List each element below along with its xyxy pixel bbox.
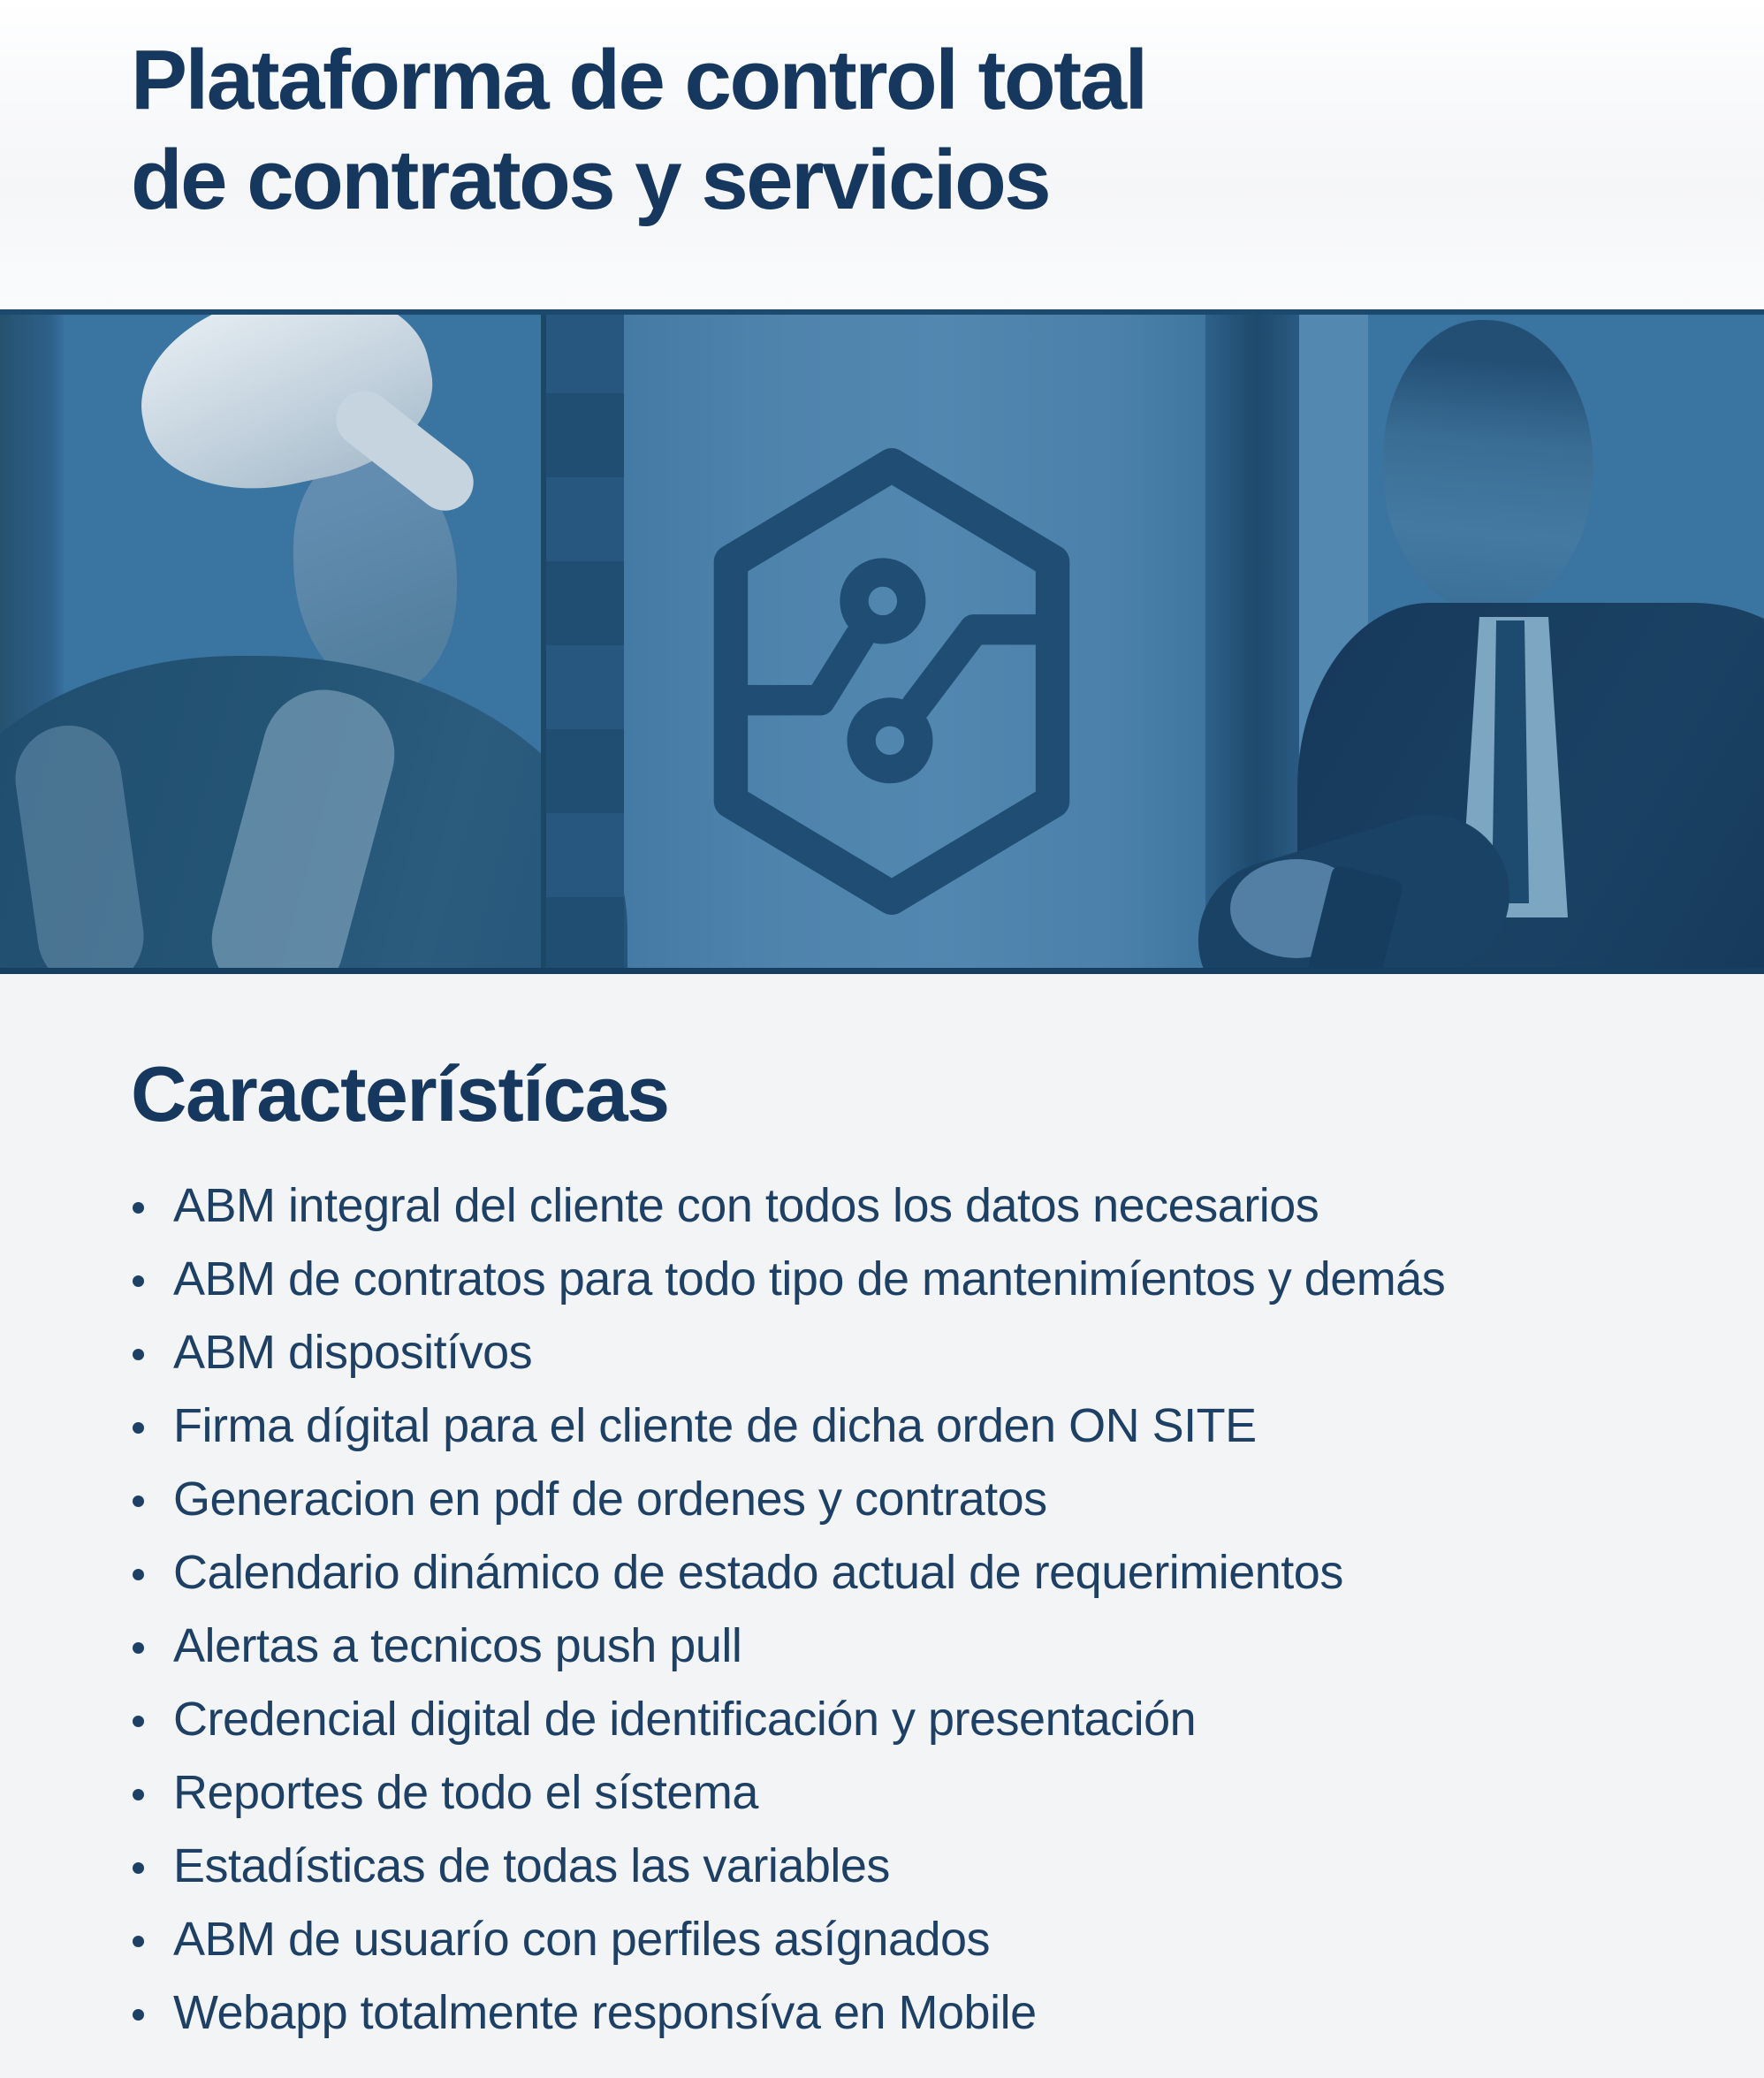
- feature-item: [131, 1683, 1684, 1756]
- feature-item: [131, 1610, 1684, 1683]
- feature-text: Credencial digital de identificación y presentación: [173, 1693, 1197, 1747]
- hero-bottom-border: [0, 968, 1764, 974]
- bullet-icon: [133, 1349, 144, 1360]
- feature-item: [131, 1830, 1684, 1903]
- feature-text: Firma dígital para el cliente de dicha orden ON SITE: [173, 1399, 1257, 1453]
- feature-text: ABM dispositívos: [173, 1326, 533, 1380]
- bullet-icon: [133, 2009, 144, 2021]
- feature-text: Generacion en pdf de ordenes y contratos: [173, 1473, 1047, 1526]
- businessman-head: [1383, 320, 1593, 612]
- bullet-icon: [133, 1275, 144, 1287]
- features-section: [0, 1052, 1764, 2050]
- feature-item: [131, 1169, 1684, 1243]
- feature-item: [131, 1903, 1684, 1976]
- features-heading: Característícas: [131, 1050, 669, 1138]
- bullet-icon: [133, 1642, 144, 1654]
- electrical-panel: [541, 309, 624, 974]
- hexagon-circuit-logo-icon: [712, 447, 1071, 916]
- feature-text: ABM de contratos para todo tipo de mantenimíentos y demás: [173, 1252, 1446, 1306]
- bullet-icon: [133, 1569, 144, 1580]
- feature-text: Estadísticas de todas las variables: [173, 1839, 890, 1893]
- page-title-line-2: de contratos y servicios: [131, 133, 1050, 228]
- feature-text: Calendario dinámico de estado actual de requerimientos: [173, 1546, 1343, 1600]
- feature-item: [131, 1536, 1684, 1610]
- bullet-icon: [133, 1862, 144, 1874]
- feature-text: Alertas a tecnicos push pull: [173, 1619, 742, 1673]
- feature-item: [131, 1389, 1684, 1463]
- feature-item: [131, 1463, 1684, 1536]
- feature-text: Webapp totalmente responsíva en Mobile: [173, 1986, 1037, 2040]
- feature-text: Reportes de todo el sístema: [173, 1766, 758, 1820]
- bullet-icon: [133, 1496, 144, 1507]
- bullet-icon: [133, 1422, 144, 1434]
- feature-item: [131, 1756, 1684, 1830]
- feature-text: ABM integral del cliente con todos los datos necesarios: [173, 1179, 1319, 1233]
- bullet-icon: [133, 1716, 144, 1727]
- feature-text: ABM de usuarío con perfiles asígnados: [173, 1913, 991, 1967]
- hero-top-border: [0, 309, 1764, 315]
- feature-item: [131, 1976, 1684, 2050]
- features-list: [131, 1169, 1684, 2050]
- bullet-icon: [133, 1936, 144, 1947]
- bullet-icon: [133, 1789, 144, 1800]
- hero-image: [0, 309, 1764, 974]
- bullet-icon: [133, 1202, 144, 1214]
- page-header: [0, 0, 1764, 309]
- page-title: [131, 30, 1764, 231]
- feature-item: [131, 1243, 1684, 1316]
- page-title-line-1: Plataforma de control total: [131, 33, 1146, 127]
- feature-item: [131, 1316, 1684, 1389]
